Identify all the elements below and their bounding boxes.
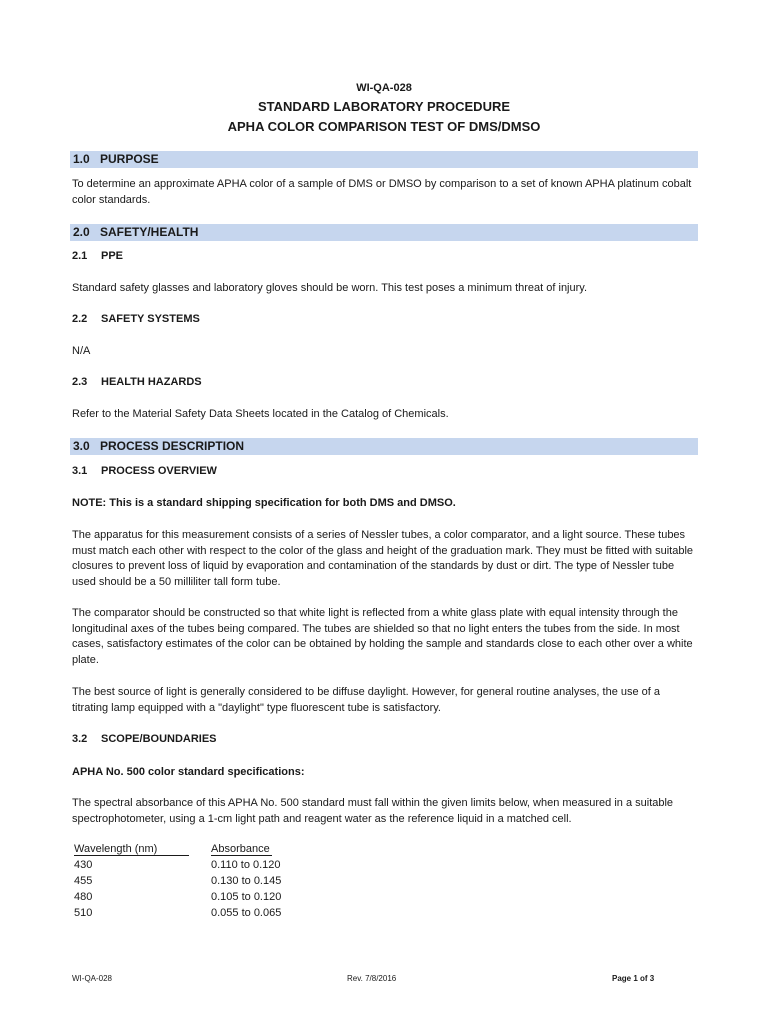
ppe-text: Standard safety glasses and laboratory gloves should be worn. This test poses a minimum threat of injury.: [72, 282, 588, 294]
spec-title: APHA No. 500 color standard specifications:: [72, 766, 305, 778]
subsection-title: PPE: [101, 250, 124, 262]
doc-title-line2: APHA COLOR COMPARISON TEST OF DMS/DMSO: [227, 119, 541, 134]
section-number: 2.0: [73, 225, 90, 239]
subsection-safety-systems-heading: [72, 313, 200, 325]
subsection-title: SCOPE/BOUNDARIES: [101, 733, 217, 745]
subsection-number: 2.1: [72, 250, 88, 262]
table-header-wavelength: Wavelength (nm): [74, 843, 189, 856]
subsection-title: SAFETY SYSTEMS: [101, 313, 200, 325]
process-note: NOTE: This is a standard shipping specification for both DMS and DMSO.: [72, 497, 456, 509]
safety-systems-text: N/A: [72, 345, 91, 357]
subsection-scope-heading: [72, 733, 217, 745]
table-row: [72, 875, 332, 891]
subsection-health-hazards-heading: [72, 376, 202, 388]
table-row: [72, 859, 332, 875]
table-cell: 0.055 to 0.065: [211, 907, 282, 919]
process-paragraph-3: The best source of light is generally considered to be diffuse daylight. However, for general routine analyses, the use of a titrating lamp equipped with a "daylight" type fluorescent tube is satisfactory.: [72, 686, 661, 714]
subsection-title: PROCESS OVERVIEW: [101, 465, 217, 477]
subsection-number: 2.2: [72, 313, 88, 325]
section-title: PURPOSE: [100, 152, 159, 166]
subsection-number: 2.3: [72, 376, 88, 388]
section-process-heading: [70, 438, 698, 455]
doc-title-line1: STANDARD LABORATORY PROCEDURE: [257, 99, 511, 114]
section-number: 1.0: [73, 152, 90, 166]
table-cell: 0.110 to 0.120: [211, 859, 281, 871]
section-title: SAFETY/HEALTH: [100, 225, 199, 239]
table-cell: 455: [74, 875, 93, 887]
section-title: PROCESS DESCRIPTION: [100, 439, 245, 453]
table-row: [72, 891, 332, 907]
table-header-row: [72, 843, 332, 859]
subsection-process-overview-heading: [72, 465, 217, 477]
section-purpose-heading: [70, 151, 698, 168]
health-hazards-text: Refer to the Material Safety Data Sheets located in the Catalog of Chemicals.: [72, 408, 449, 420]
table-row: [72, 907, 332, 923]
subsection-number: 3.2: [72, 733, 88, 745]
table-header-absorbance: Absorbance: [211, 843, 270, 855]
section-number: 3.0: [73, 439, 90, 453]
table-cell: 510: [74, 907, 93, 919]
subsection-number: 3.1: [72, 465, 88, 477]
subsection-title: HEALTH HAZARDS: [101, 376, 202, 388]
table-cell: 0.105 to 0.120: [211, 891, 282, 903]
purpose-text: To determine an approximate APHA color of a sample of DMS or DMSO by comparison to a set of known APHA platinum cobalt color standards.: [72, 178, 692, 206]
footer-page-number: Page 1 of 3: [612, 974, 655, 983]
footer-doc-code: WI-QA-028: [72, 974, 113, 983]
table-cell: 0.130 to 0.145: [211, 875, 282, 887]
subsection-ppe-heading: [72, 250, 123, 262]
table-cell: 480: [74, 891, 93, 903]
process-paragraph-1: The apparatus for this measurement consists of a series of Nessler tubes, a color comparator, and a light source. These tubes must match each other with respect to the color of the glass and height of the graduation mark. They must be fitted with suitable closures to prevent loss of liquid by evaporation and contamination of the standards by dust or dirt. The type of Nessler tube used should be a 50 milliliter tall form tube.: [72, 529, 694, 589]
scope-text: The spectral absorbance of this APHA No. 500 standard must fall within the given limits below, when measured in a suitable spectrophotometer, using a 1-cm light path and reagent water as the reference liquid in a matched cell.: [72, 797, 674, 825]
footer-revision: Rev. 7/8/2016: [347, 974, 397, 983]
table-cell: 430: [74, 859, 93, 871]
section-safety-heading: [70, 224, 698, 241]
process-paragraph-2: The comparator should be constructed so that white light is reflected from a white glass plate with equal intensity through the longitudinal axes of the tubes being compared. The tubes are shielded so that no light enters the tubes from the side. In most cases, satisfactory estimates of the color can be obtained by holding the sample and standards close to each other over a white plate.: [72, 607, 693, 667]
doc-code: WI-QA-028: [356, 82, 412, 94]
